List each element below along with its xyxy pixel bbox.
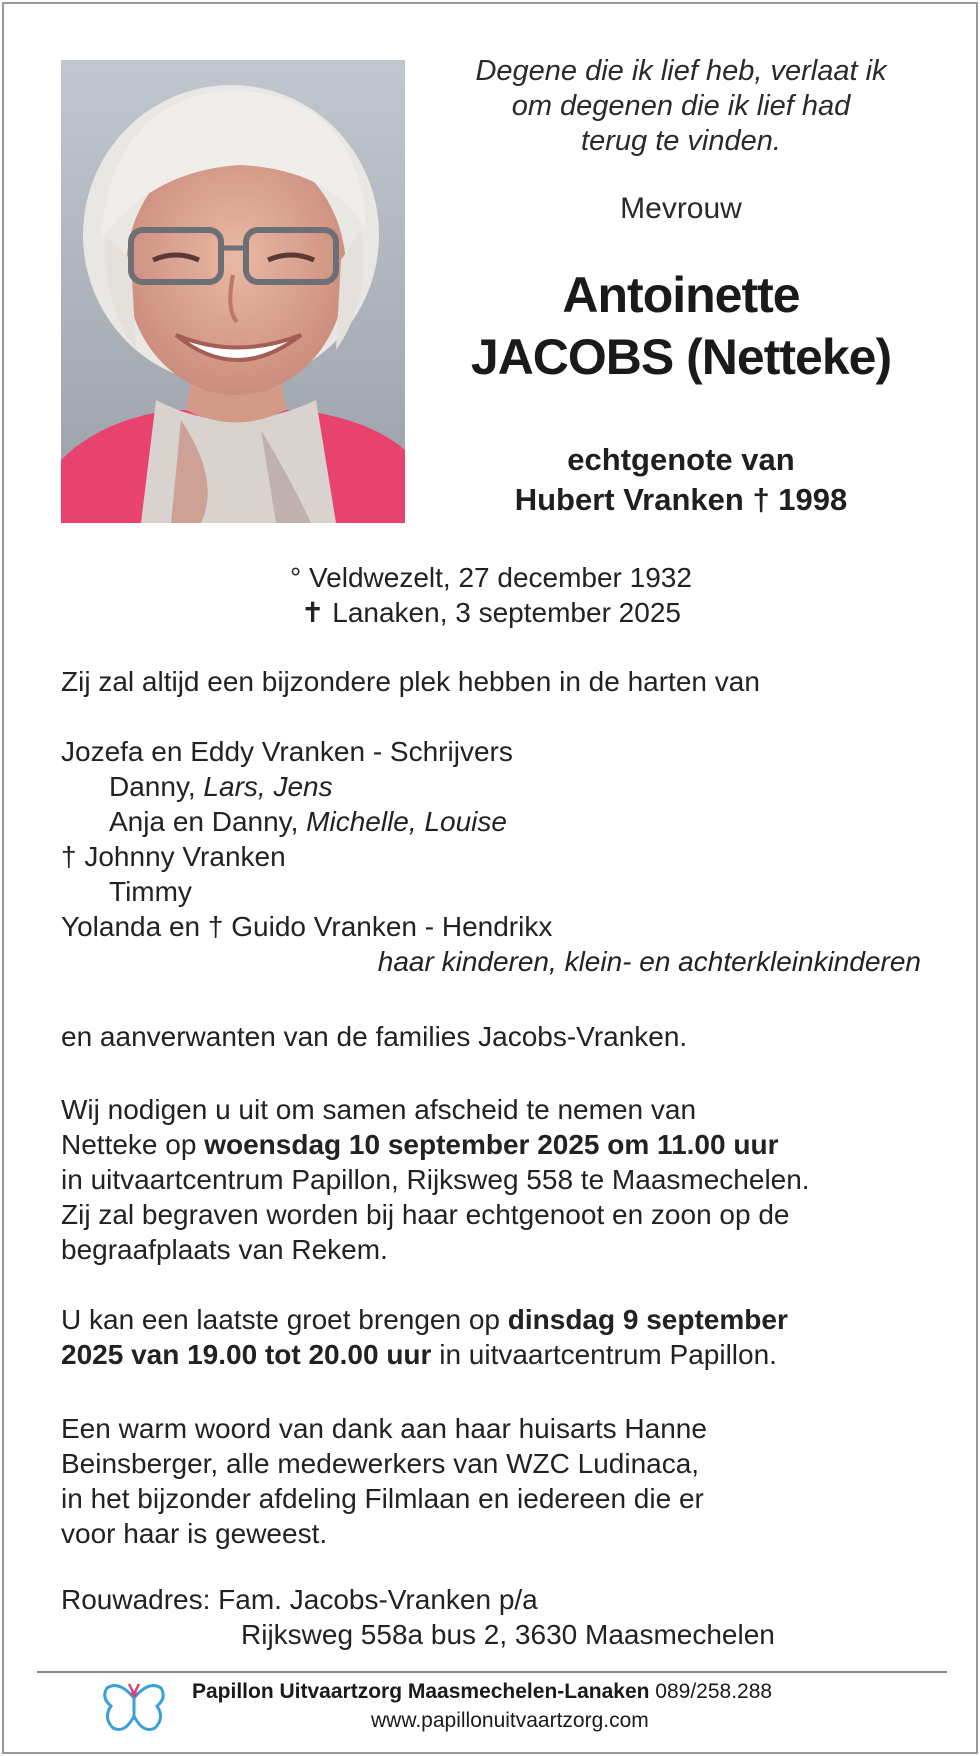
visit-date: dinsdag 9 september — [507, 1304, 788, 1335]
life-dates — [61, 560, 921, 630]
first-name: Antoinette — [562, 267, 800, 323]
thanks-text — [61, 1411, 931, 1551]
thanks-line: Een warm woord van dank aan haar huisarts Hanne — [61, 1413, 707, 1444]
family-line: † Johnny Vranken — [61, 841, 286, 872]
intro-text: Zij zal altijd een bijzondere plek hebben in de harten van — [61, 666, 760, 697]
last-name: JACOBS (Netteke) — [470, 329, 892, 385]
visit-text — [61, 1302, 931, 1372]
salutation: Mevrouw — [620, 192, 742, 225]
family-line — [61, 804, 931, 839]
spouse-relation: echtgenote van — [567, 442, 795, 477]
funeral-home-website[interactable]: www.papillonuitvaartzorg.com — [371, 1709, 649, 1732]
family-name: Anja en Danny, — [109, 806, 307, 837]
portrait-illustration — [61, 60, 405, 523]
farewell-line: Zij zal begraven worden bij haar echtgenoot en zoon op de — [61, 1199, 790, 1230]
thanks-line: in het bijzonder afdeling Filmlaan en iedereen die er — [61, 1483, 704, 1514]
farewell-text — [61, 1092, 931, 1267]
farewell-line — [61, 1127, 931, 1162]
footer-divider — [37, 1671, 947, 1673]
visit-line — [61, 1337, 931, 1372]
family-grandchildren: Michelle, Louise — [306, 806, 507, 837]
family-name: Danny, — [109, 771, 204, 802]
relatives-text: en aanverwanten van de families Jacobs-Vranken. — [61, 1021, 688, 1052]
farewell-text-part: Netteke op — [61, 1129, 205, 1160]
family-line — [61, 769, 931, 804]
farewell-line: Wij nodigen u uit om samen afscheid te nemen van — [61, 1094, 697, 1125]
funeral-home-phone: 089/258.288 — [649, 1680, 773, 1703]
farewell-datetime: woensdag 10 september 2025 om 11.00 uur — [204, 1129, 779, 1160]
family-list — [61, 734, 931, 979]
butterfly-logo-icon — [99, 1676, 169, 1736]
quote-line: Degene die ik lief heb, verlaat ik — [475, 55, 887, 87]
deceased-name — [424, 264, 938, 388]
visit-line — [61, 1302, 931, 1337]
visit-time: 2025 van 19.00 tot 20.00 uur — [61, 1339, 432, 1370]
thanks-line: voor haar is geweest. — [61, 1518, 328, 1549]
family-grandchildren: Lars, Jens — [203, 771, 333, 802]
thanks-line: Beinsberger, alle medewerkers van WZC Ludinaca, — [61, 1448, 700, 1479]
address-line: Rouwadres: Fam. Jacobs-Vranken p/a — [61, 1584, 538, 1615]
family-line: Yolanda en † Guido Vranken - Hendrikx — [61, 911, 553, 942]
birth-date: ° Veldwezelt, 27 december 1932 — [290, 562, 692, 593]
visit-text-part: in uitvaartcentrum Papillon. — [431, 1339, 777, 1370]
epitaph-quote — [424, 54, 938, 159]
quote-line: om degenen die ik lief had — [511, 90, 851, 122]
family-line: Timmy — [109, 876, 192, 907]
address-line: Rijksweg 558a bus 2, 3630 Maasmechelen — [241, 1619, 775, 1650]
spouse-name: Hubert Vranken † 1998 — [514, 482, 848, 517]
portrait-photo — [61, 60, 405, 523]
mourning-address — [61, 1582, 931, 1652]
death-date: ✝ Lanaken, 3 september 2025 — [301, 597, 681, 628]
quote-line: terug te vinden. — [581, 125, 781, 157]
spouse-info — [424, 440, 938, 520]
funeral-home-name: Papillon Uitvaartzorg Maasmechelen-Lanaken — [192, 1680, 650, 1703]
family-line: Jozefa en Eddy Vranken - Schrijvers — [61, 736, 513, 767]
farewell-line: begraafplaats van Rekem. — [61, 1234, 388, 1265]
family-role: haar kinderen, klein- en achterkleinkinderen — [377, 946, 921, 977]
farewell-line: in uitvaartcentrum Papillon, Rijksweg 558 te Maasmechelen. — [61, 1164, 810, 1195]
obituary-card — [2, 2, 978, 1754]
visit-text-part: U kan een laatste groet brengen op — [61, 1304, 508, 1335]
funeral-home-info — [192, 1677, 772, 1707]
